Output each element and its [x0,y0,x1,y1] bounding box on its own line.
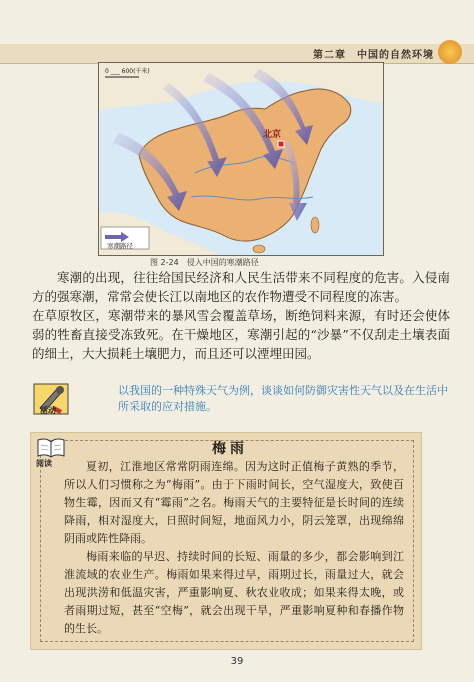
chapter-title: 第二章 中国的自然环境 [313,50,434,61]
body-paragraph-1: 寒潮的出现，往往给国民经济和人民生活带来不同程度的危害。入侵南方的强寒潮，常常会使长江以南地区的农作物遭受不同程度的冻害。 [32,270,450,304]
activity-text: 以我国的一种特殊天气为例，谈谈如何防御灾害性天气以及在生活中所采取的应对措施。 [118,384,448,413]
body-paragraph-2: 在草原牧区，寒潮带来的暴风雪会覆盖草场，断绝饲料来源，有时还会使体弱的牲畜直接受冻致死。在干燥地区，寒潮引起的“沙暴”不仅刮走土壤表面的细土，大大损耗土壤肥力，而且还可以湮埋田园。 [32,308,450,361]
open-book-icon [36,436,66,458]
reading-label: 阅读 [36,459,52,468]
taiwan-island [311,217,319,233]
map-svg [99,63,383,255]
page-number: 39 [230,656,244,667]
cold-wave-map [98,62,384,256]
beijing-marker [278,141,284,147]
scale-label: 0 ___ 600(千米) [105,68,150,75]
reading-paragraph-1: 夏初，江淮地区常常阴雨连绵。因为这时正值梅子黄熟的季节，所以人们习惯称之为“梅雨”。由于下雨时间长，空气湿度大，致使百物生霉，因而又有“霉雨”之名。梅雨天气的主要特征是长时间的连续降雨，相对湿度大，日照时间短，地面风力小，阴云笼罩，出现绵绵阴雨或阵性降雨。 [64,460,404,545]
reading-paragraph-2: 梅雨来临的早迟、持续时间的长短、雨量的多少，都会影响到江淮流域的农业生产。梅雨如果来得过早，雨期过长，雨量过大，就会出现洪涝和低温灾害，严重影响夏、秋农业收成；如果来得太晚，或者雨期过短，甚至“空梅”，就会出现干旱，严重影响夏种和春播作物的生长。 [64,550,404,635]
beijing-label: 北京 [263,130,282,140]
figure-caption: 图 2-24 侵入中国的寒潮路径 [150,258,259,267]
sun-ornament-icon [438,40,462,64]
hainan-island [253,245,265,253]
legend-label: 寒潮路径 [107,242,133,250]
reading-title: 梅雨 [212,441,248,457]
activity-label: 活动 [40,406,56,415]
